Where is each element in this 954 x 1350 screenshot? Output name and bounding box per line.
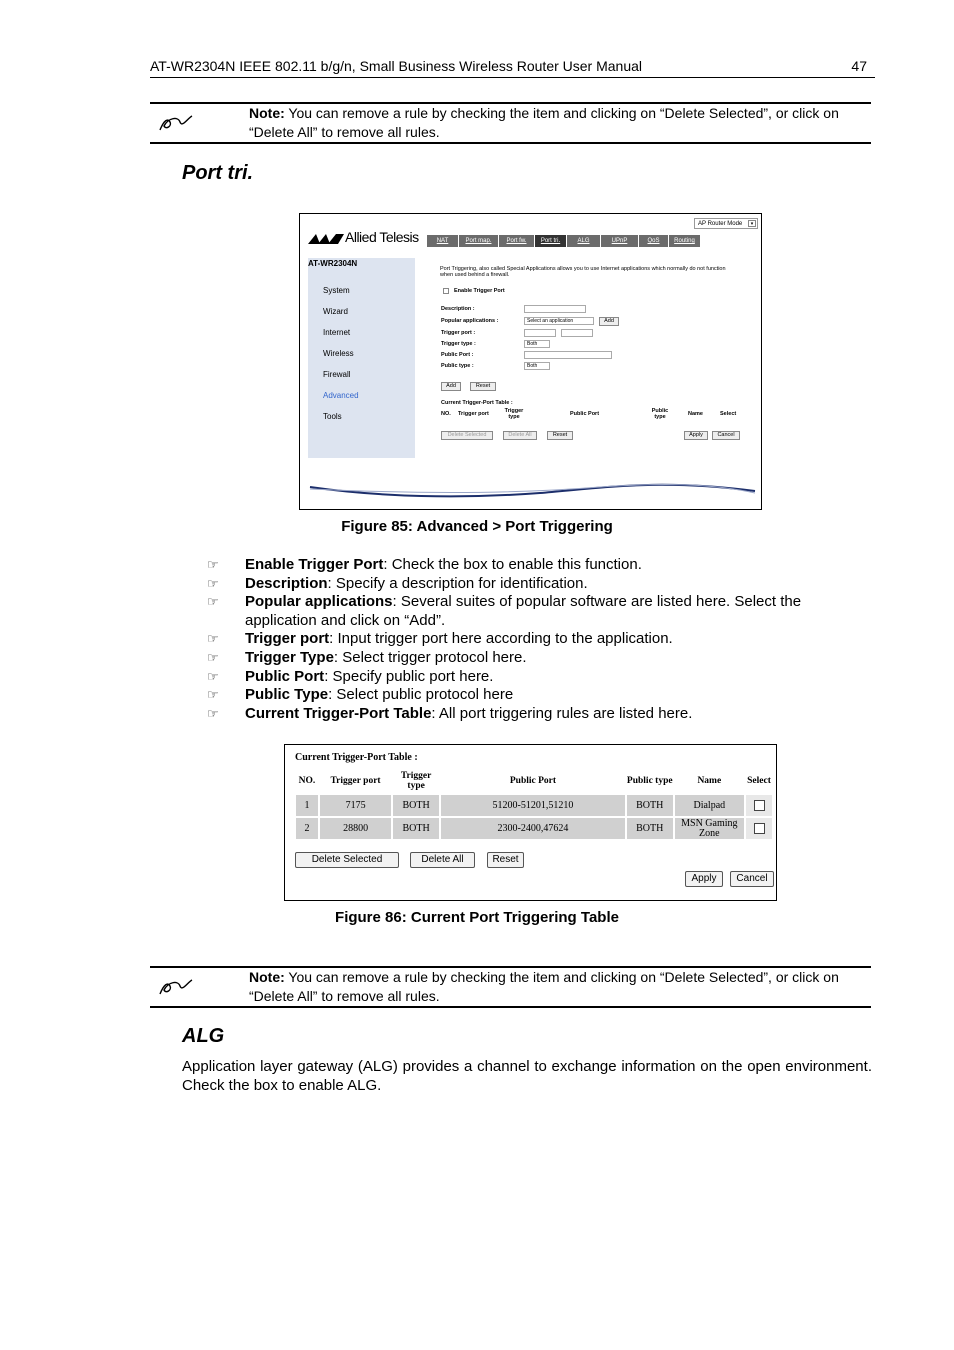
apply-button[interactable]: Apply xyxy=(685,871,723,887)
list-item xyxy=(207,705,872,724)
tab-port-fw[interactable]: Port fw. xyxy=(499,235,535,247)
manual-title: AT-WR2304N IEEE 802.11 b/g/n, Small Business Wireless Router User Manual xyxy=(150,58,643,74)
figure-86-caption: Figure 86: Current Port Triggering Table xyxy=(335,909,619,926)
list-item xyxy=(207,630,872,649)
public-type-select[interactable] xyxy=(524,362,550,370)
cell-select xyxy=(746,818,772,839)
pointing-hand-icon: ☞ xyxy=(207,705,219,721)
note-box xyxy=(150,966,871,1008)
pen-note-icon xyxy=(158,976,194,998)
col-public-port: Public Port xyxy=(570,411,600,417)
col-no: NO. xyxy=(298,776,316,786)
bullet-text: : Select trigger protocol here. xyxy=(333,648,527,666)
sidebar-item-wireless[interactable]: Wireless xyxy=(323,349,354,358)
col-public-type: Public type xyxy=(651,408,669,420)
cell-trigger-port: 28800 xyxy=(320,818,391,839)
bullet-term: Public Type xyxy=(245,686,329,704)
public-port-label: Public Port : xyxy=(441,352,474,358)
mode-select-value: AP Router Mode xyxy=(698,221,743,227)
tab-port-map[interactable]: Port map. xyxy=(459,235,499,247)
bullet-text: : Check the box to enable this function. xyxy=(383,556,642,573)
col-trigger-type: Trigger type xyxy=(400,771,432,791)
feature-description: Port Triggering, also called Special Applications allows you to use Internet applications which normally do not function when used behind a firewall. xyxy=(440,266,726,278)
cell-no: 1 xyxy=(296,795,318,816)
popular-label: Popular applications : xyxy=(441,318,499,324)
sidebar-item-firewall[interactable]: Firewall xyxy=(323,370,351,379)
figure-85-caption: Figure 85: Advanced > Port Triggering xyxy=(341,518,613,535)
cell-trigger-type: BOTH xyxy=(393,818,439,839)
public-port-input[interactable] xyxy=(524,351,612,359)
apply-button[interactable]: Apply xyxy=(684,431,708,440)
table-title: Current Trigger-Port Table : xyxy=(295,752,418,763)
list-item xyxy=(207,686,872,705)
section-heading-port-tri: Port tri. xyxy=(182,162,254,184)
tab-qos[interactable]: QoS xyxy=(639,235,669,247)
cell-public-type: BOTH xyxy=(627,818,673,839)
col-name: Name xyxy=(697,776,722,786)
col-select: Select xyxy=(747,776,771,786)
bullet-text: : Specify public port here. xyxy=(324,667,494,685)
trigger-type-label: Trigger type : xyxy=(441,341,476,347)
trigger-port-table xyxy=(294,767,774,841)
list-item xyxy=(207,668,872,687)
sidebar-item-advanced[interactable]: Advanced xyxy=(323,391,359,400)
bullet-term: Public Port xyxy=(245,667,325,685)
trigger-type-select[interactable] xyxy=(524,340,550,348)
popular-add-button[interactable]: Add xyxy=(599,317,619,326)
pointing-hand-icon: ☞ xyxy=(207,557,219,572)
description-input[interactable] xyxy=(524,305,586,313)
nav-tabs xyxy=(427,235,717,247)
cell-select xyxy=(746,795,772,816)
sidebar-item-wizard[interactable]: Wizard xyxy=(323,307,348,316)
description-label: Description : xyxy=(441,306,475,312)
allied-telesis-logo-icon xyxy=(308,232,344,244)
table-row xyxy=(296,818,772,839)
bullet-text: : Several suites of popular software are listed here. Select the application and click on “Add”. xyxy=(245,593,802,629)
list-item xyxy=(207,649,872,668)
col-public-port: Public Port xyxy=(509,776,557,786)
bullet-text: : Specify a description for identification. xyxy=(327,574,588,592)
pointing-hand-icon: ☞ xyxy=(207,649,219,665)
reset-button[interactable]: Reset xyxy=(487,852,524,868)
bullet-list xyxy=(207,556,872,723)
col-select: Select xyxy=(720,411,737,417)
pen-note-icon xyxy=(158,112,194,134)
tab-alg[interactable]: ALG xyxy=(567,235,601,247)
pointing-hand-icon: ☞ xyxy=(207,594,219,610)
note-label: Note: xyxy=(249,969,285,985)
list-item xyxy=(207,556,872,575)
page-header xyxy=(150,56,875,78)
table-reset-button[interactable]: Reset xyxy=(547,431,573,440)
row-select-checkbox[interactable] xyxy=(754,800,765,811)
pointing-hand-icon: ☞ xyxy=(207,575,219,591)
bullet-term: Trigger port xyxy=(245,630,330,648)
bullet-term: Enable Trigger Port xyxy=(245,556,384,573)
tab-routing[interactable]: Routing xyxy=(669,235,701,247)
public-type-label: Public type : xyxy=(441,363,474,369)
cell-public-type: BOTH xyxy=(627,795,673,816)
trigger-port-start-input[interactable] xyxy=(524,329,556,337)
sidebar-item-internet[interactable]: Internet xyxy=(323,328,351,337)
popular-select[interactable] xyxy=(524,317,594,325)
col-trigger-port: Trigger port xyxy=(458,411,489,417)
bullet-text: : Select public protocol here xyxy=(328,686,514,704)
cell-trigger-type: BOTH xyxy=(393,795,439,816)
pointing-hand-icon: ☞ xyxy=(207,687,219,703)
decorative-swoosh xyxy=(300,469,762,509)
cancel-button[interactable]: Cancel xyxy=(730,871,774,887)
col-no: NO. xyxy=(441,411,451,417)
note-text xyxy=(249,968,867,1006)
sidebar-item-tools[interactable]: Tools xyxy=(323,412,342,421)
note-box xyxy=(150,102,871,144)
bullet-term: Popular applications xyxy=(245,593,393,611)
list-item xyxy=(207,593,872,630)
row-select-checkbox[interactable] xyxy=(754,823,765,834)
cell-no: 2 xyxy=(296,818,318,839)
trigger-port-label: Trigger port : xyxy=(441,330,476,336)
col-name: Name xyxy=(688,411,703,417)
chevron-down-icon: ▾ xyxy=(748,220,756,227)
delete-selected-button[interactable]: Delete Selected xyxy=(295,852,399,868)
trigger-port-end-input[interactable] xyxy=(561,329,593,337)
mode-select[interactable] xyxy=(694,218,758,229)
table-row xyxy=(296,795,772,816)
pointing-hand-icon: ☞ xyxy=(207,631,219,647)
page-number: 47 xyxy=(851,58,867,74)
note-body: You can remove a rule by checking the item and clicking on “Delete Selected”, or click on “Delete All” to remove all rules. xyxy=(249,105,839,140)
add-button[interactable]: Add xyxy=(441,382,461,391)
col-public-type: Public type xyxy=(626,776,673,786)
bullet-text: : All port triggering rules are listed here. xyxy=(431,704,693,722)
delete-selected-button[interactable]: Delete Selected xyxy=(441,431,493,440)
note-label: Note: xyxy=(249,105,285,121)
cancel-button[interactable]: Cancel xyxy=(712,431,740,440)
delete-all-button[interactable]: Delete All xyxy=(503,431,537,440)
note-text xyxy=(249,104,867,142)
delete-all-button[interactable]: Delete All xyxy=(410,852,475,868)
section-heading-alg: ALG xyxy=(182,1025,225,1047)
popular-select-value: Select an application xyxy=(527,318,574,324)
enable-trigger-checkbox[interactable] xyxy=(443,288,449,294)
figure-trigger-table xyxy=(284,744,777,901)
cell-name: Dialpad xyxy=(675,795,744,816)
tab-port-tri[interactable]: Port tri. xyxy=(535,235,567,247)
bullet-text: : Input trigger port here according to the application. xyxy=(329,630,673,648)
sidebar-item-system[interactable]: System xyxy=(323,286,350,295)
bullet-term: Current Trigger-Port Table xyxy=(245,704,432,722)
col-trigger-port: Trigger port xyxy=(330,776,381,786)
reset-button[interactable]: Reset xyxy=(470,382,496,391)
figure-port-triggering-screenshot xyxy=(299,213,762,510)
table-title: Current Trigger-Port Table : xyxy=(441,400,513,406)
cell-public-port: 51200-51201,51210 xyxy=(441,795,625,816)
public-type-value: Both xyxy=(527,363,538,369)
bullet-term: Trigger Type xyxy=(245,648,334,666)
trigger-type-value: Both xyxy=(527,341,538,347)
cell-name: MSN Gaming Zone xyxy=(675,818,744,839)
pointing-hand-icon: ☞ xyxy=(207,668,219,684)
alg-paragraph: Application layer gateway (ALG) provides a channel to exchange information on the open environment. Check the box to enable ALG. xyxy=(182,1058,872,1094)
col-trigger-type: Trigger type xyxy=(504,408,524,420)
enable-trigger-label: Enable Trigger Port xyxy=(454,288,505,294)
bullet-term: Description xyxy=(245,574,328,592)
model-name: AT-WR2304N xyxy=(308,259,358,268)
table-header-row xyxy=(296,769,772,793)
list-item xyxy=(207,575,872,594)
note-body: You can remove a rule by checking the item and clicking on “Delete Selected”, or click on “Delete All” to remove all rules. xyxy=(249,969,839,1004)
logo-text: Allied Telesis xyxy=(345,229,419,245)
cell-public-port: 2300-2400,47624 xyxy=(441,818,625,839)
tab-upnp[interactable]: UPnP xyxy=(601,235,639,247)
tab-nat[interactable]: NAT xyxy=(427,235,459,247)
cell-trigger-port: 7175 xyxy=(320,795,391,816)
